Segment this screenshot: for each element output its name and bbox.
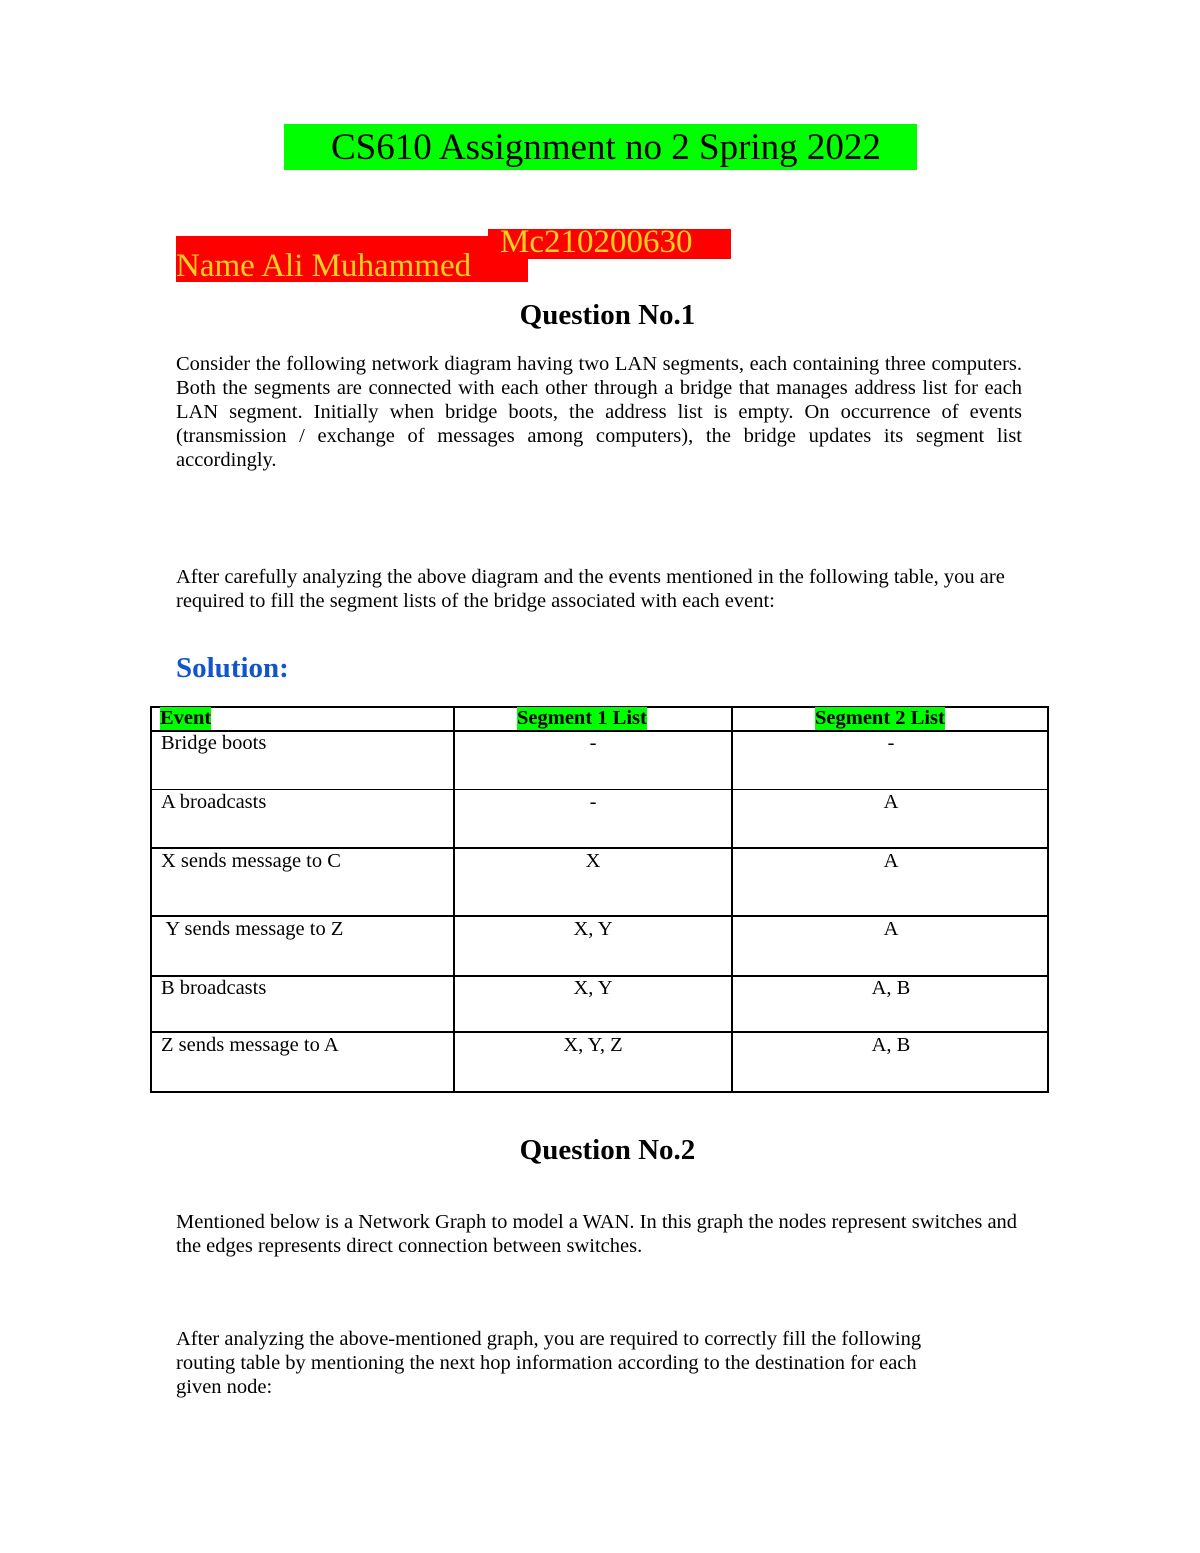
table-cell-segment-2: A, B (871, 977, 911, 999)
solution-heading: Solution: (176, 652, 289, 684)
table-cell-event: A broadcasts (161, 791, 267, 813)
table-cell-event: Y sends message to Z (161, 918, 344, 940)
table-cell-segment-2: A (883, 791, 899, 813)
table-cell-event: Z sends message to A (161, 1034, 339, 1056)
question-1-heading: Question No.1 (519, 299, 696, 331)
table-cell-segment-2: A (883, 850, 899, 872)
question-2-heading: Question No.2 (519, 1134, 696, 1166)
student-id: Mc210200630 (500, 224, 693, 260)
table-cell-segment-1: - (589, 732, 597, 754)
table-cell-event: B broadcasts (161, 977, 267, 999)
table-cell-segment-1: X, Y (573, 977, 613, 999)
table-header-event: Event (160, 707, 212, 729)
table-cell-event: Bridge boots (161, 732, 267, 754)
table-cell-segment-1: X, Y (573, 918, 613, 940)
table-cell-segment-2: - (887, 732, 895, 754)
table-cell-segment-2: A, B (871, 1034, 911, 1056)
document-title: CS610 Assignment no 2 Spring 2022 (331, 127, 881, 168)
question-1-instructions: After carefully analyzing the above diagram and the events mentioned in the following table, you are required to fill the segment lists of the bridge associated with each event: (176, 566, 1005, 612)
table-cell-segment-1: - (589, 791, 597, 813)
question-2-instructions: After analyzing the above-mentioned graph, you are required to correctly fill the following routing table by mentioning the next hop information according to the destination for each given node: (176, 1328, 922, 1398)
table-cell-segment-1: X, Y, Z (563, 1034, 623, 1056)
table-cell-segment-1: X (585, 850, 601, 872)
question-1-description: Consider the following network diagram having two LAN segments, each containing three computers. Both the segments are connected with each other through a bridge that manages address list for each LAN segment. Initially when bridge boots, the address list is empty. On occurrence of events (transmission / exchange of messages among computers), the bridge updates its segment list accordingly. (176, 353, 1022, 471)
student-name: Name Ali Muhammed (176, 248, 472, 284)
table-header-segment-2: Segment 2 List (815, 707, 945, 729)
table-cell-event: X sends message to C (161, 850, 341, 872)
question-2-description: Mentioned below is a Network Graph to model a WAN. In this graph the nodes represent switches and the edges represents direct connection between switches. (176, 1211, 1018, 1257)
table-header-segment-1: Segment 1 List (517, 707, 647, 729)
table-cell-segment-2: A (883, 918, 899, 940)
